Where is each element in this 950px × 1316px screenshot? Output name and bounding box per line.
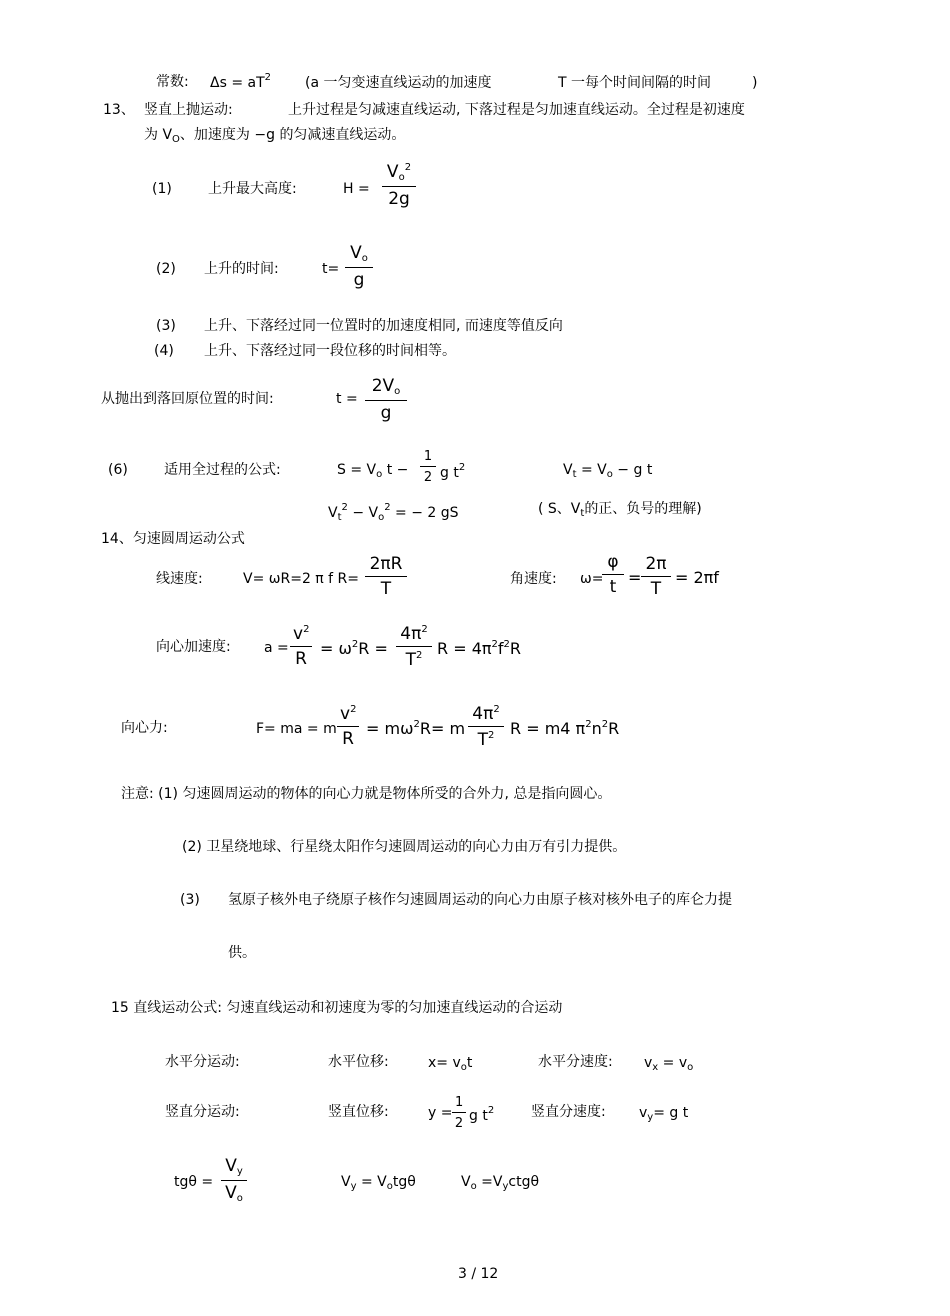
ang-fraction1: [602, 554, 624, 596]
h-vel: [644, 1056, 693, 1073]
h-vel-sub: x: [652, 1062, 659, 1073]
note-b-text: 的正、负号的理解): [584, 501, 702, 517]
note-3b: 供。: [228, 945, 256, 961]
item6-formula2: [563, 463, 652, 480]
f3a: V: [328, 505, 338, 521]
vy-sub: y: [350, 1181, 357, 1192]
sec13-number: 13、: [103, 102, 135, 118]
force-tail-c: R: [608, 719, 620, 738]
item1-lhs: H =: [343, 181, 370, 197]
item6-formula3: [328, 503, 459, 523]
vy-sub2: o: [386, 1181, 393, 1192]
f2: V: [563, 462, 573, 478]
force-numer1: v: [340, 704, 351, 724]
sec13-desc2: [144, 128, 405, 145]
note-1: 注意: (1) 匀速圆周运动的物体的向心力就是物体所受的合外力, 总是指向圆心。: [121, 786, 612, 802]
acc-tail-b: f: [497, 639, 504, 658]
v-half: [452, 1096, 466, 1130]
f1b: t −: [386, 462, 409, 478]
item6-half: [420, 450, 436, 484]
desc2-g: −g: [254, 127, 275, 143]
acc-numer2-sup: 2: [421, 624, 428, 635]
force-tail-b: n: [591, 719, 602, 738]
sec13-title: 竖直上抛运动:: [144, 102, 233, 118]
item1-label: 上升最大高度:: [208, 181, 297, 197]
item5-fraction: [365, 378, 407, 422]
ang-fraction2: [641, 556, 671, 598]
delta-s-expr: Δs = aT: [210, 75, 265, 91]
v-vel-a: v: [639, 1105, 648, 1121]
v-disp-sup: 2: [487, 1105, 495, 1116]
item5-numer: 2V: [371, 376, 395, 396]
item5-denom: g: [380, 403, 392, 423]
lin-expr: V= ωR=2 π f R=: [243, 571, 360, 587]
acc-tail-sup2: 2: [503, 639, 510, 650]
delta-s-formula: [210, 73, 271, 90]
force-denom1: R: [342, 729, 354, 749]
f2b: = V: [580, 462, 607, 478]
force-label: 向心力:: [121, 720, 168, 736]
force-denom2: T: [477, 730, 488, 750]
force-mid-a: = mω: [366, 719, 414, 738]
force-fraction1: [337, 705, 359, 748]
f3c: = − 2 gS: [395, 505, 459, 521]
force-tail-sup2: 2: [601, 719, 609, 730]
sec14-title: 14、匀速圆周运动公式: [101, 531, 245, 547]
note-sub: t: [580, 508, 585, 519]
f2-sub1: t: [572, 469, 577, 480]
force-tail: [510, 720, 619, 737]
note-a: (a 一匀变速直线运动的加速度: [305, 75, 492, 91]
vo-c: ctgθ: [508, 1174, 540, 1190]
ang-denom2: T: [650, 579, 662, 599]
h-disp-label: 水平位移:: [328, 1054, 389, 1070]
v-vel-label: 竖直分速度:: [531, 1104, 606, 1120]
item4-number: (4): [154, 343, 174, 359]
item6-label: 适用全过程的公式:: [164, 462, 281, 478]
f3-sub2: o: [378, 512, 385, 523]
desc2-b: 、加速度为: [179, 127, 250, 143]
ang-tail: = 2πf: [675, 568, 719, 587]
v-vel-sub: y: [647, 1112, 654, 1123]
item4-text: 上升、下落经过同一段位移的时间相等。: [204, 343, 456, 359]
ang-numer1: φ: [607, 552, 619, 572]
tg-denom: V: [225, 1183, 237, 1203]
note-close: ): [752, 75, 758, 91]
f3-sub1: t: [337, 512, 342, 523]
desc2-c: 的匀减速直线运动。: [279, 127, 406, 143]
acc-label: 向心加速度:: [156, 639, 231, 655]
item6-number: (6): [108, 462, 128, 478]
f1-sub: o: [376, 469, 383, 480]
force-mid: [366, 720, 465, 737]
vy-a: V: [341, 1174, 351, 1190]
force-denom2-sup: 2: [488, 730, 495, 741]
item2-lhs: t=: [322, 261, 340, 277]
lin-denom: T: [380, 579, 392, 599]
acc-numer1-sup: 2: [303, 624, 310, 635]
note-3-number: (3): [180, 892, 200, 908]
item2-denom: g: [353, 270, 365, 290]
acc-tail-sup1: 2: [491, 639, 498, 650]
delta-s-exp: 2: [264, 72, 272, 83]
item6-formula1-a: [337, 463, 408, 480]
vo-b: =V: [481, 1174, 503, 1190]
item6-formula1-c: [440, 463, 465, 480]
acc-tail: [437, 640, 521, 657]
lin-fraction: [365, 556, 407, 598]
item2-numer-sub: o: [361, 253, 368, 264]
h-vel-sub2: o: [687, 1062, 694, 1073]
v-disp-label: 竖直位移:: [328, 1104, 389, 1120]
vo-sub: o: [470, 1181, 477, 1192]
f3b: − V: [352, 505, 379, 521]
force-fraction2: [468, 705, 504, 749]
tg-numer-sub: y: [236, 1166, 243, 1177]
f2c: − g t: [617, 462, 653, 478]
item1-numer: V: [386, 162, 399, 182]
ang-numer2: 2π: [645, 554, 667, 574]
force-numer2: 4π: [472, 704, 494, 724]
note-2: (2) 卫星绕地球、行星绕太阳作匀速圆周运动的向心力由万有引力提供。: [182, 839, 627, 855]
force-numer1-sup: 2: [350, 704, 357, 715]
acc-numer2: 4π: [400, 624, 422, 644]
acc-mid: [320, 640, 388, 657]
v-disp-tail: [469, 1106, 494, 1123]
v-vel-b: = g t: [653, 1105, 689, 1121]
acc-mid-b: R =: [358, 639, 388, 658]
item3-number: (3): [156, 318, 176, 334]
page-number: 3 / 12: [458, 1266, 499, 1282]
acc-fraction1: [290, 625, 312, 668]
note-a-text: ( S、V: [538, 501, 581, 517]
h-vel-label: 水平分速度:: [538, 1054, 613, 1070]
h-vel-b: = v: [662, 1055, 688, 1071]
item5-numer-sub: o: [394, 386, 401, 397]
h-disp-sub: o: [460, 1062, 467, 1073]
item1-numer-sub: o: [398, 172, 405, 183]
f3-sup1: 2: [341, 502, 348, 513]
f1c: g t: [440, 465, 459, 481]
item2-numer: V: [350, 243, 362, 263]
acc-fraction2: [396, 625, 432, 669]
ang-lhs: ω=: [580, 571, 604, 587]
sec15-title: 15 直线运动公式: 匀速直线运动和初速度为零的匀加速直线运动的合运动: [111, 1000, 563, 1016]
acc-numer1: v: [293, 624, 304, 644]
v-disp-b: g t: [469, 1108, 488, 1124]
force-lhs: F= ma = m: [256, 721, 337, 737]
h-vel-a: v: [644, 1055, 653, 1071]
note-3a: 氢原子核外电子绕原子核作匀速圆周运动的向心力由原子核对核外电子的库仑力提: [228, 892, 732, 908]
ang-denom1: t: [609, 577, 617, 597]
v-label: 竖直分运动:: [165, 1104, 240, 1120]
acc-tail-c: R: [509, 639, 522, 658]
v-half-d: 2: [454, 1116, 464, 1131]
force-mid-b: R= m: [419, 719, 466, 738]
acc-denom2: T: [405, 650, 416, 670]
lin-numer: 2πR: [369, 554, 403, 574]
lin-label: 线速度:: [156, 571, 203, 587]
item5-label: 从抛出到落回原位置的时间:: [101, 391, 274, 407]
force-tail-a: R = m4 π: [510, 719, 586, 738]
tg-lhs: tgθ =: [174, 1174, 214, 1190]
desc2-sub: O: [172, 134, 180, 145]
item1-denom: 2g: [388, 189, 410, 209]
sec13-desc1: 上升过程是匀减速直线运动, 下落过程是匀加速直线运动。全过程是初速度: [288, 102, 745, 118]
item1-number: (1): [152, 181, 172, 197]
acc-mid-a: = ω: [320, 639, 352, 658]
acc-denom2-sup: 2: [416, 650, 423, 661]
item2-fraction: [345, 245, 373, 289]
h-disp: [428, 1056, 472, 1073]
v-half-n: 1: [455, 1095, 464, 1110]
note-T: T 一每个时间间隔的时间: [558, 75, 712, 91]
v-disp: y =: [428, 1105, 453, 1121]
f1-sup: 2: [458, 462, 466, 473]
vo-a: V: [461, 1174, 471, 1190]
h-label: 水平分运动:: [165, 1054, 240, 1070]
acc-lhs: a =: [264, 640, 289, 656]
h-disp-b: t: [466, 1055, 473, 1071]
item6-note: [538, 502, 702, 519]
f1a: S = V: [337, 462, 377, 478]
force-tail-sup1: 2: [585, 719, 592, 730]
vy-formula: [341, 1175, 416, 1192]
tg-fraction: [221, 1158, 247, 1204]
acc-denom1: R: [295, 649, 307, 669]
h-disp-a: x= v: [428, 1055, 461, 1071]
v-vel: [639, 1106, 688, 1123]
item5-lhs: t =: [336, 391, 358, 407]
f3-sup2: 2: [384, 502, 391, 513]
half-d: 2: [423, 470, 433, 485]
acc-mid-sup: 2: [351, 639, 359, 650]
ang-label: 角速度:: [510, 571, 557, 587]
item1-numer-sup: 2: [404, 162, 412, 173]
ang-eq: =: [628, 568, 642, 587]
desc2-a: 为 V: [144, 127, 173, 143]
force-numer2-sup: 2: [493, 704, 500, 715]
item2-number: (2): [156, 261, 176, 277]
vy-c: tgθ: [392, 1174, 416, 1190]
item2-label: 上升的时间:: [204, 261, 279, 277]
half-n: 1: [423, 449, 433, 464]
force-mid-sup: 2: [413, 719, 420, 730]
item1-fraction: [382, 163, 416, 208]
vo-sub2: y: [502, 1181, 509, 1192]
f2-sub2: o: [606, 469, 613, 480]
item3-text: 上升、下落经过同一位置时的加速度相同, 而速度等值反向: [204, 318, 563, 334]
acc-tail-a: R = 4π: [437, 639, 492, 658]
tg-numer: V: [225, 1156, 237, 1176]
tg-denom-sub: o: [236, 1193, 243, 1204]
vy-b: = V: [360, 1174, 387, 1190]
const-label: 常数:: [156, 74, 189, 90]
vo-formula: [461, 1175, 539, 1192]
